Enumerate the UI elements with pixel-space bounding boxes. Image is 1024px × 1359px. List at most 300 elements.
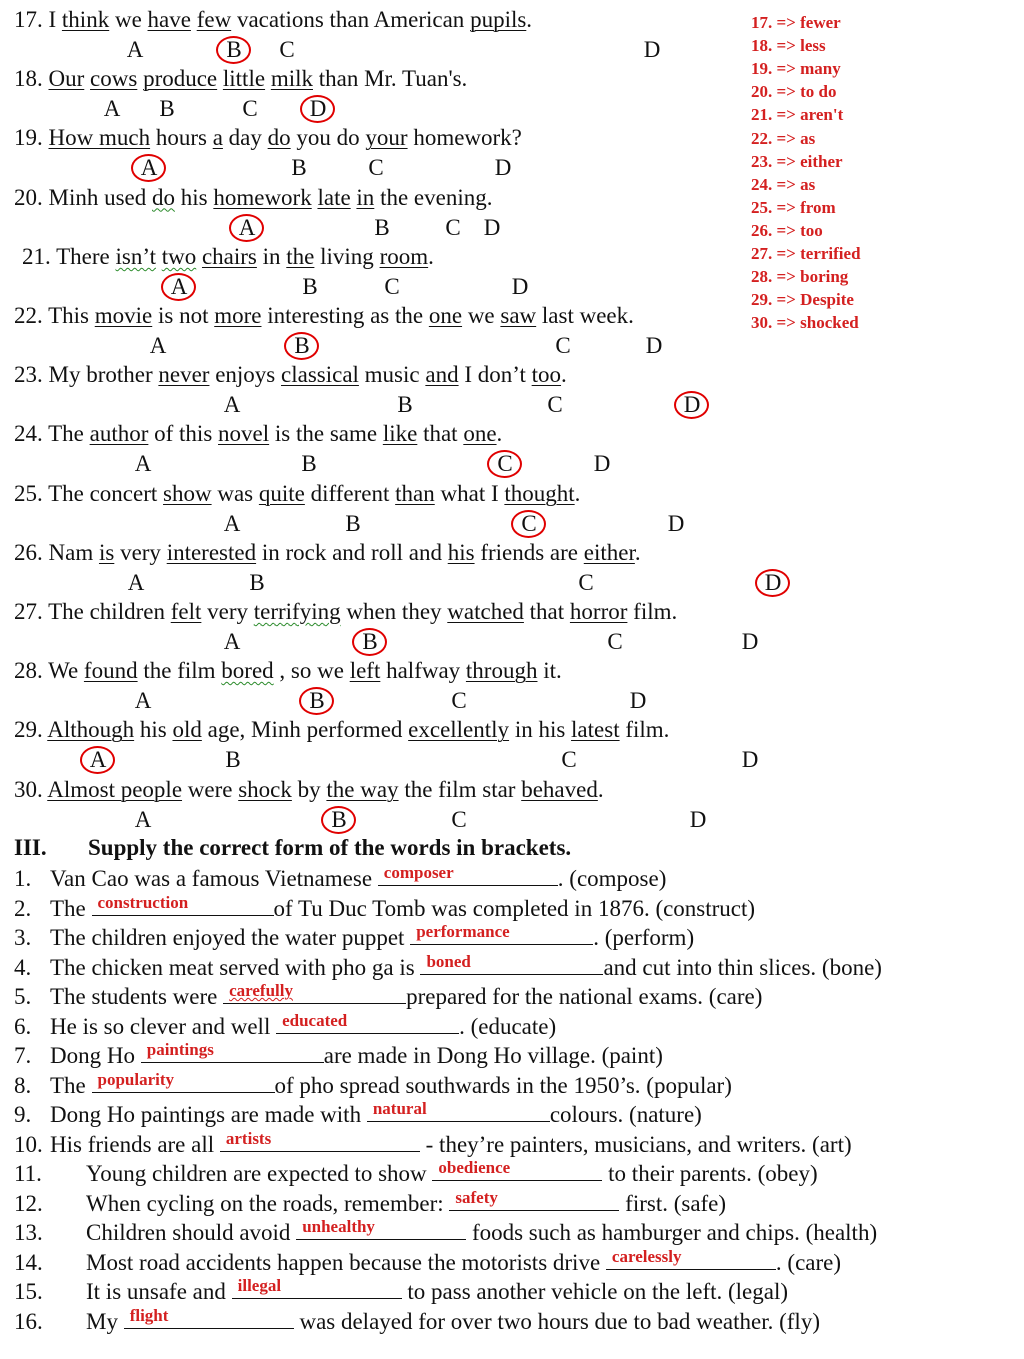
answer-blank [276,1010,459,1034]
question-number: 22. [14,303,49,328]
question-text: different [304,480,396,506]
question-text: . [597,776,604,802]
option-b: B [225,747,241,773]
question-number: 18. [14,66,49,92]
option-b: B [397,392,413,418]
question-text: were [182,776,239,802]
option-a: A [134,688,152,714]
question-number: 17. [14,7,49,32]
item-number: 13. [14,1220,43,1245]
underlined-word: isn’t [115,243,156,269]
item-text-before: When cycling on the roads, remember: [86,1190,450,1216]
underlined-word: Our [48,66,85,92]
item-text-after: . (educate) [459,1013,557,1039]
supply-item-13 [14,1219,877,1247]
option-b-circled: B [221,37,247,63]
answer-blank [420,951,603,975]
option-b-circled: B [326,807,352,833]
underlined-word: one [428,303,463,328]
question-text: . [526,7,533,32]
option-b-circled: B [289,333,315,359]
answer-blank [410,924,593,945]
underlined-word: pupils [470,7,527,32]
underlined-word: his [447,539,475,565]
question-30 [14,776,604,804]
question-27 [14,598,677,626]
underlined-word: do [152,184,175,210]
question-text: his [175,184,214,210]
option-a: A [127,569,145,595]
question-text: halfway [380,658,466,684]
question-text: living [314,243,380,269]
question-number: 28. [14,658,49,684]
question-29 [14,716,669,744]
question-21 [22,243,434,271]
question-text: hours [150,125,213,151]
question-text: is not [152,303,215,328]
filled-answer: paintings [146,1040,214,1059]
item-number: 2. [14,895,32,921]
filled-answer: artists [225,1128,272,1148]
underlined-word: behaved [521,776,598,802]
item-text-before: Van Cao was a famous Vietnamese [50,866,378,891]
option-d-circled: D [679,392,705,418]
underlined-word: quite [258,480,305,506]
question-text: day [222,125,268,151]
underlined-word: the way [326,776,399,802]
option-a: A [103,96,121,122]
option-c: C [451,806,467,832]
item-text-before: Dong Ho paintings are made with [50,1102,367,1127]
option-b: B [301,451,317,477]
question-number: 21. [22,243,57,269]
question-text: . [496,421,503,447]
answer-blank [367,1101,550,1122]
question-17 [14,6,532,34]
item-text-before: He is so clever and well [50,1013,277,1039]
question-text: very [201,599,254,624]
answer-key-item: 29. => Despite [751,290,854,310]
question-19 [14,124,522,152]
answer-blank [378,865,558,886]
option-a: A [149,333,167,358]
question-text: homework? [407,125,522,151]
question-text: music [358,362,426,388]
underlined-word: excellently [408,717,510,743]
item-number: 4. [14,954,32,980]
answer-key-item: 28. => boring [751,267,849,287]
filled-answer: unhealthy [302,1217,375,1236]
question-text: we [109,7,148,32]
question-text: when they [340,599,448,624]
option-a: A [134,451,152,477]
underlined-word: left [349,658,381,684]
underlined-word: like [382,421,418,447]
underlined-word: watched [447,599,524,624]
item-text-after: to pass another vehicle on the left. (legal) [401,1279,789,1304]
question-number: 20. [14,184,49,210]
underlined-word: have [147,7,191,32]
item-text-before: It is unsafe and [86,1279,232,1304]
option-c: C [561,747,577,773]
question-text: . [634,539,641,565]
question-text: the film star [398,776,522,802]
option-d: D [645,333,663,358]
answer-blank [296,1219,466,1240]
item-number: 11. [14,1161,42,1186]
answer-blank [606,1246,776,1270]
question-text: age, Minh performed [201,717,409,743]
option-c: C [384,273,400,299]
option-c-circled: C [516,511,542,537]
option-d: D [667,510,685,536]
filled-answer: natural [372,1099,427,1118]
answer-blank [92,892,274,916]
item-text-after: . (care) [775,1249,842,1275]
item-text-after: to their parents. (obey) [602,1161,818,1186]
option-b-circled: B [357,629,383,655]
question-22 [14,302,634,330]
item-text-before: Dong Ho [50,1043,141,1068]
question-text: The [48,421,90,447]
item-text-before: Young children are expected to show [86,1161,433,1186]
filled-answer: popularity [97,1069,175,1089]
option-b: B [249,569,265,595]
item-text-after: prepared for the national exams. (care) [406,984,763,1009]
item-text-after: . (perform) [593,925,695,950]
answer-blank [92,1069,275,1093]
filled-answer: construction [97,892,189,912]
answer-blank [232,1278,402,1299]
underlined-word: homework [213,184,312,210]
question-text: it. [537,658,562,684]
question-text: we [462,303,501,328]
question-text: you do [290,125,366,151]
option-a: A [223,629,241,654]
question-number: 25. [14,480,49,506]
underlined-word: and [425,362,459,388]
option-d: D [511,273,529,299]
question-text: in [256,243,287,269]
filled-answer: flight [129,1305,169,1325]
item-text-after: . (compose) [557,866,667,891]
option-b: B [374,214,390,240]
supply-item-14 [14,1246,842,1277]
supply-item-16 [14,1305,820,1336]
underlined-word: saw [500,303,537,328]
underlined-word: either [583,539,635,565]
underlined-word: author [89,421,149,447]
answer-key-item: 25. => from [751,197,836,217]
question-text: There [56,243,116,269]
item-number: 16. [14,1308,43,1334]
question-text: . [561,362,567,388]
question-text: I [48,7,62,32]
underlined-word: your [365,125,408,151]
underlined-word: terrifying [253,599,341,624]
option-d: D [593,451,611,477]
item-number: 10. [14,1131,43,1157]
underlined-word: one [463,421,497,447]
underlined-word: produce [143,66,218,92]
filled-answer: performance [416,922,510,941]
item-number: 12. [14,1190,43,1216]
question-number: 29. [14,717,48,743]
question-text: his [134,717,173,743]
underlined-word: is [98,539,115,565]
underlined-word: too [531,362,562,388]
option-d: D [741,747,759,773]
item-text-before: The chicken meat served with pho ga is [50,954,421,980]
answer-key-item: 20. => to do [751,82,837,102]
answer-key-item: 23. => either [751,151,843,171]
question-number: 24. [14,421,49,447]
supply-item-6 [14,1010,557,1041]
option-d: D [643,37,661,62]
underlined-word: show [163,480,212,506]
question-20 [14,184,492,212]
option-a: A [223,510,241,536]
underlined-word: room [379,243,429,269]
question-text: very [114,539,167,565]
question-text: in his [509,717,572,743]
item-text-before: My [86,1308,124,1334]
underlined-word: Almost people [47,776,183,802]
filled-answer: educated [282,1010,348,1030]
item-number: 6. [14,1013,32,1039]
option-a: A [223,392,241,418]
item-number: 14. [14,1249,43,1275]
question-text: film. [627,599,678,624]
question-text: that [523,599,570,624]
section-roman: III. [14,835,47,860]
option-d: D [629,688,647,714]
item-text-after: - they’re painters, musicians, and writers. (art) [419,1131,852,1157]
item-text-after: of pho spread southwards in the 1950’s. (popular) [274,1072,732,1098]
supply-item-10 [14,1128,852,1159]
question-text: was [211,480,259,506]
underlined-word: horror [569,599,628,624]
supply-item-11 [14,1160,818,1188]
underlined-word: think [61,7,110,32]
underlined-word: bored [221,658,274,684]
option-a-circled: A [136,155,162,181]
question-text: of this [148,421,219,447]
underlined-word: than [395,480,435,506]
answer-blank [449,1187,619,1211]
underlined-word: felt [170,599,202,624]
question-text: . [574,480,581,506]
question-text: friends are [474,539,584,565]
underlined-word: novel [218,421,270,447]
filled-answer: obedience [438,1158,511,1177]
question-25 [14,480,580,508]
item-number: 8. [14,1072,32,1098]
item-number: 5. [14,984,32,1009]
answer-blank [223,983,406,1004]
option-a-circled: A [85,747,111,773]
question-text: last week. [536,303,634,328]
option-d: D [483,214,501,240]
answer-key-item: 17. => fewer [751,13,841,32]
item-text-after: colours. (nature) [549,1102,702,1127]
underlined-word: through [465,658,538,684]
question-number: 27. [14,599,49,624]
answer-blank [124,1305,294,1329]
question-28 [14,657,562,685]
option-a-circled: A [166,274,192,300]
answer-key-item: 18. => less [751,36,826,56]
option-d: D [741,629,759,654]
question-text: the evening. [374,184,493,210]
question-text: that [417,421,464,447]
option-b: B [302,273,318,299]
item-number: 15. [14,1279,43,1304]
filled-answer: illegal [237,1276,282,1295]
underlined-word: cows [90,66,138,92]
question-26 [14,539,641,567]
item-text-after: and cut into thin slices. (bone) [603,954,882,980]
underlined-word: do [267,125,291,151]
answer-blank [141,1042,324,1063]
question-text: in rock and roll and [256,539,448,565]
item-text-before: Most road accidents happen because the motorists drive [86,1249,606,1275]
question-text: This [48,303,95,328]
question-text: My brother [48,362,159,388]
question-24 [14,420,502,448]
underlined-word: late [317,184,351,210]
question-text: vacations than American [231,7,471,32]
underlined-word: movie [94,303,153,328]
question-text: is the same [269,421,383,447]
item-text-before: The [50,1072,92,1098]
item-text-after: foods such as hamburger and chips. (health) [466,1220,878,1245]
supply-item-3 [14,924,694,952]
question-text: Nam [48,539,99,565]
underlined-word: two [161,243,197,269]
option-b: B [345,510,361,536]
question-text: film. [619,717,670,743]
question-number: 19. [14,125,49,151]
underlined-word: found [83,658,138,684]
question-text: . [428,243,434,269]
underlined-word: chairs [201,243,257,269]
underlined-word: little [222,66,266,92]
question-text: than Mr. Tuan's. [312,66,468,92]
filled-answer: carelessly [611,1246,682,1266]
underlined-word: milk [270,66,313,92]
answer-key-item: 22. => as [751,128,816,148]
answer-key-item: 21. => aren't [751,105,844,125]
item-number: 7. [14,1043,32,1068]
option-c: C [368,155,384,181]
answer-key-item: 26. => too [751,220,823,240]
option-c: C [279,37,295,62]
underlined-word: the [286,243,315,269]
question-number: 23. [14,362,49,388]
option-b: B [291,155,307,181]
filled-answer: carefully [229,981,293,1000]
option-c: C [445,214,461,240]
option-c: C [578,569,594,595]
question-text: The children [48,599,171,624]
option-c: C [555,333,571,358]
answer-key-item: 24. => as [751,174,816,194]
option-b-circled: B [304,688,330,714]
question-18 [14,65,467,93]
option-c: C [451,688,467,714]
question-23 [14,361,567,389]
item-text-before: The children enjoyed the water puppet [50,925,411,950]
underlined-word: Although [47,717,135,743]
underlined-word: few [196,7,232,32]
question-text: the film [137,658,222,684]
item-number: 3. [14,925,32,950]
question-text: I don’t [458,362,532,388]
question-text: We [48,658,84,684]
option-c: C [547,392,563,418]
option-a: A [134,806,152,832]
item-text-after: was delayed for over two hours due to bad weather. (fly) [293,1308,820,1334]
filled-answer: boned [426,951,471,971]
underlined-word: interested [166,539,257,565]
underlined-word: more [214,303,262,328]
option-c-circled: C [492,451,518,477]
underlined-word: never [158,362,210,388]
option-b: B [159,96,175,122]
question-text: what I [434,480,505,506]
item-text-before: Children should avoid [86,1220,297,1245]
option-a: A [126,37,144,62]
underlined-word: thought [504,480,575,506]
item-text-after: first. (safe) [619,1190,727,1216]
supply-item-9 [14,1101,702,1129]
underlined-word: a [212,125,223,151]
option-d: D [689,806,707,832]
underlined-word: classical [281,362,359,388]
option-c: C [242,96,258,122]
underlined-word: shock [238,776,292,802]
item-text-before: The [50,895,92,921]
question-text: , so we [273,658,350,684]
answer-blank [220,1128,420,1152]
underlined-word: How much [48,125,151,151]
section-title: Supply the correct form of the words in brackets. [88,835,572,860]
option-d-circled: D [305,96,331,122]
answer-key-item: 19. => many [751,59,841,79]
question-text: Minh used [48,184,152,210]
option-c: C [607,629,623,654]
underlined-word: in [356,184,375,210]
question-text: enjoys [209,362,282,388]
item-number: 1. [14,866,32,891]
answer-key-item: 30. => shocked [751,313,859,333]
underlined-word: old [172,717,202,743]
item-text-before: The students were [50,984,224,1009]
option-d-circled: D [760,570,786,596]
underlined-word: latest [571,717,620,743]
answer-blank [432,1160,602,1181]
item-text-before: His friends are all [50,1131,220,1157]
supply-item-4 [14,951,882,982]
filled-answer: composer [383,863,454,882]
question-number: 26. [14,539,49,565]
item-text-after: are made in Dong Ho village. (paint) [323,1043,663,1068]
item-number: 9. [14,1102,32,1127]
question-text: by [291,776,327,802]
supply-item-2 [14,892,756,923]
answer-key-item: 27. => terrified [751,244,861,263]
